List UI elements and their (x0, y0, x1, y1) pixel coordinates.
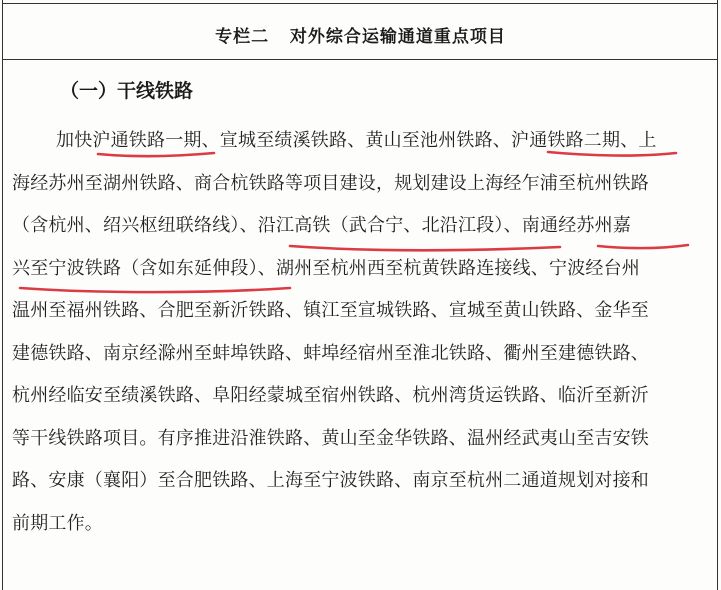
paragraph-line: 兴至宁波铁路（含如东延伸段）、湖州至杭州西至杭黄铁路连接线、宁波经台州 (12, 257, 640, 279)
paragraph-line: 加快沪通铁路一期、宣城至绩溪铁路、黄山至池州铁路、沪通铁路二期、上 (56, 130, 657, 151)
paragraph-line: 等干线铁路项目。有序推进沿淮铁路、黄山至金华铁路、温州经武夷山至吉安铁 (12, 427, 649, 449)
paragraph-line: 前期工作。 (12, 512, 103, 534)
box-top-border (2, 3, 718, 4)
paragraph-line: 温州至福州铁路、合肥至新沂铁路、镇江至宣城铁路、宣城至黄山铁路、金华至 (12, 300, 649, 321)
paragraph-line: 建德铁路、南京经滁州至蚌埠铁路、蚌埠经宿州至淮北铁路、衢州至建德铁路、 (12, 342, 649, 364)
box-title: 专栏二 对外综合运输通道重点项目 (215, 27, 506, 47)
paragraph (12, 120, 712, 545)
paragraph-line: 路、安康（襄阳）至合肥铁路、上海至宁波铁路、南京至杭州二通道规划对接和 (12, 470, 649, 491)
paragraph-line: （含杭州、绍兴枢纽联络线）、沿江高铁（武合宁、北沿江段）、南通经苏州嘉 (12, 215, 631, 236)
box-right-border (717, 0, 718, 590)
box-left-border (2, 0, 3, 590)
paragraph-line: 杭州经临安至绩溪铁路、阜阳经蒙城至宿州铁路、杭州湾货运铁路、临沂至新沂 (12, 385, 649, 406)
paragraph-line: 海经苏州至湖州铁路、商合杭铁路等项目建设，规划建设上海经乍浦至杭州铁路 (12, 172, 649, 194)
header-divider (2, 59, 718, 60)
section-heading: （一）干线铁路 (60, 80, 194, 102)
